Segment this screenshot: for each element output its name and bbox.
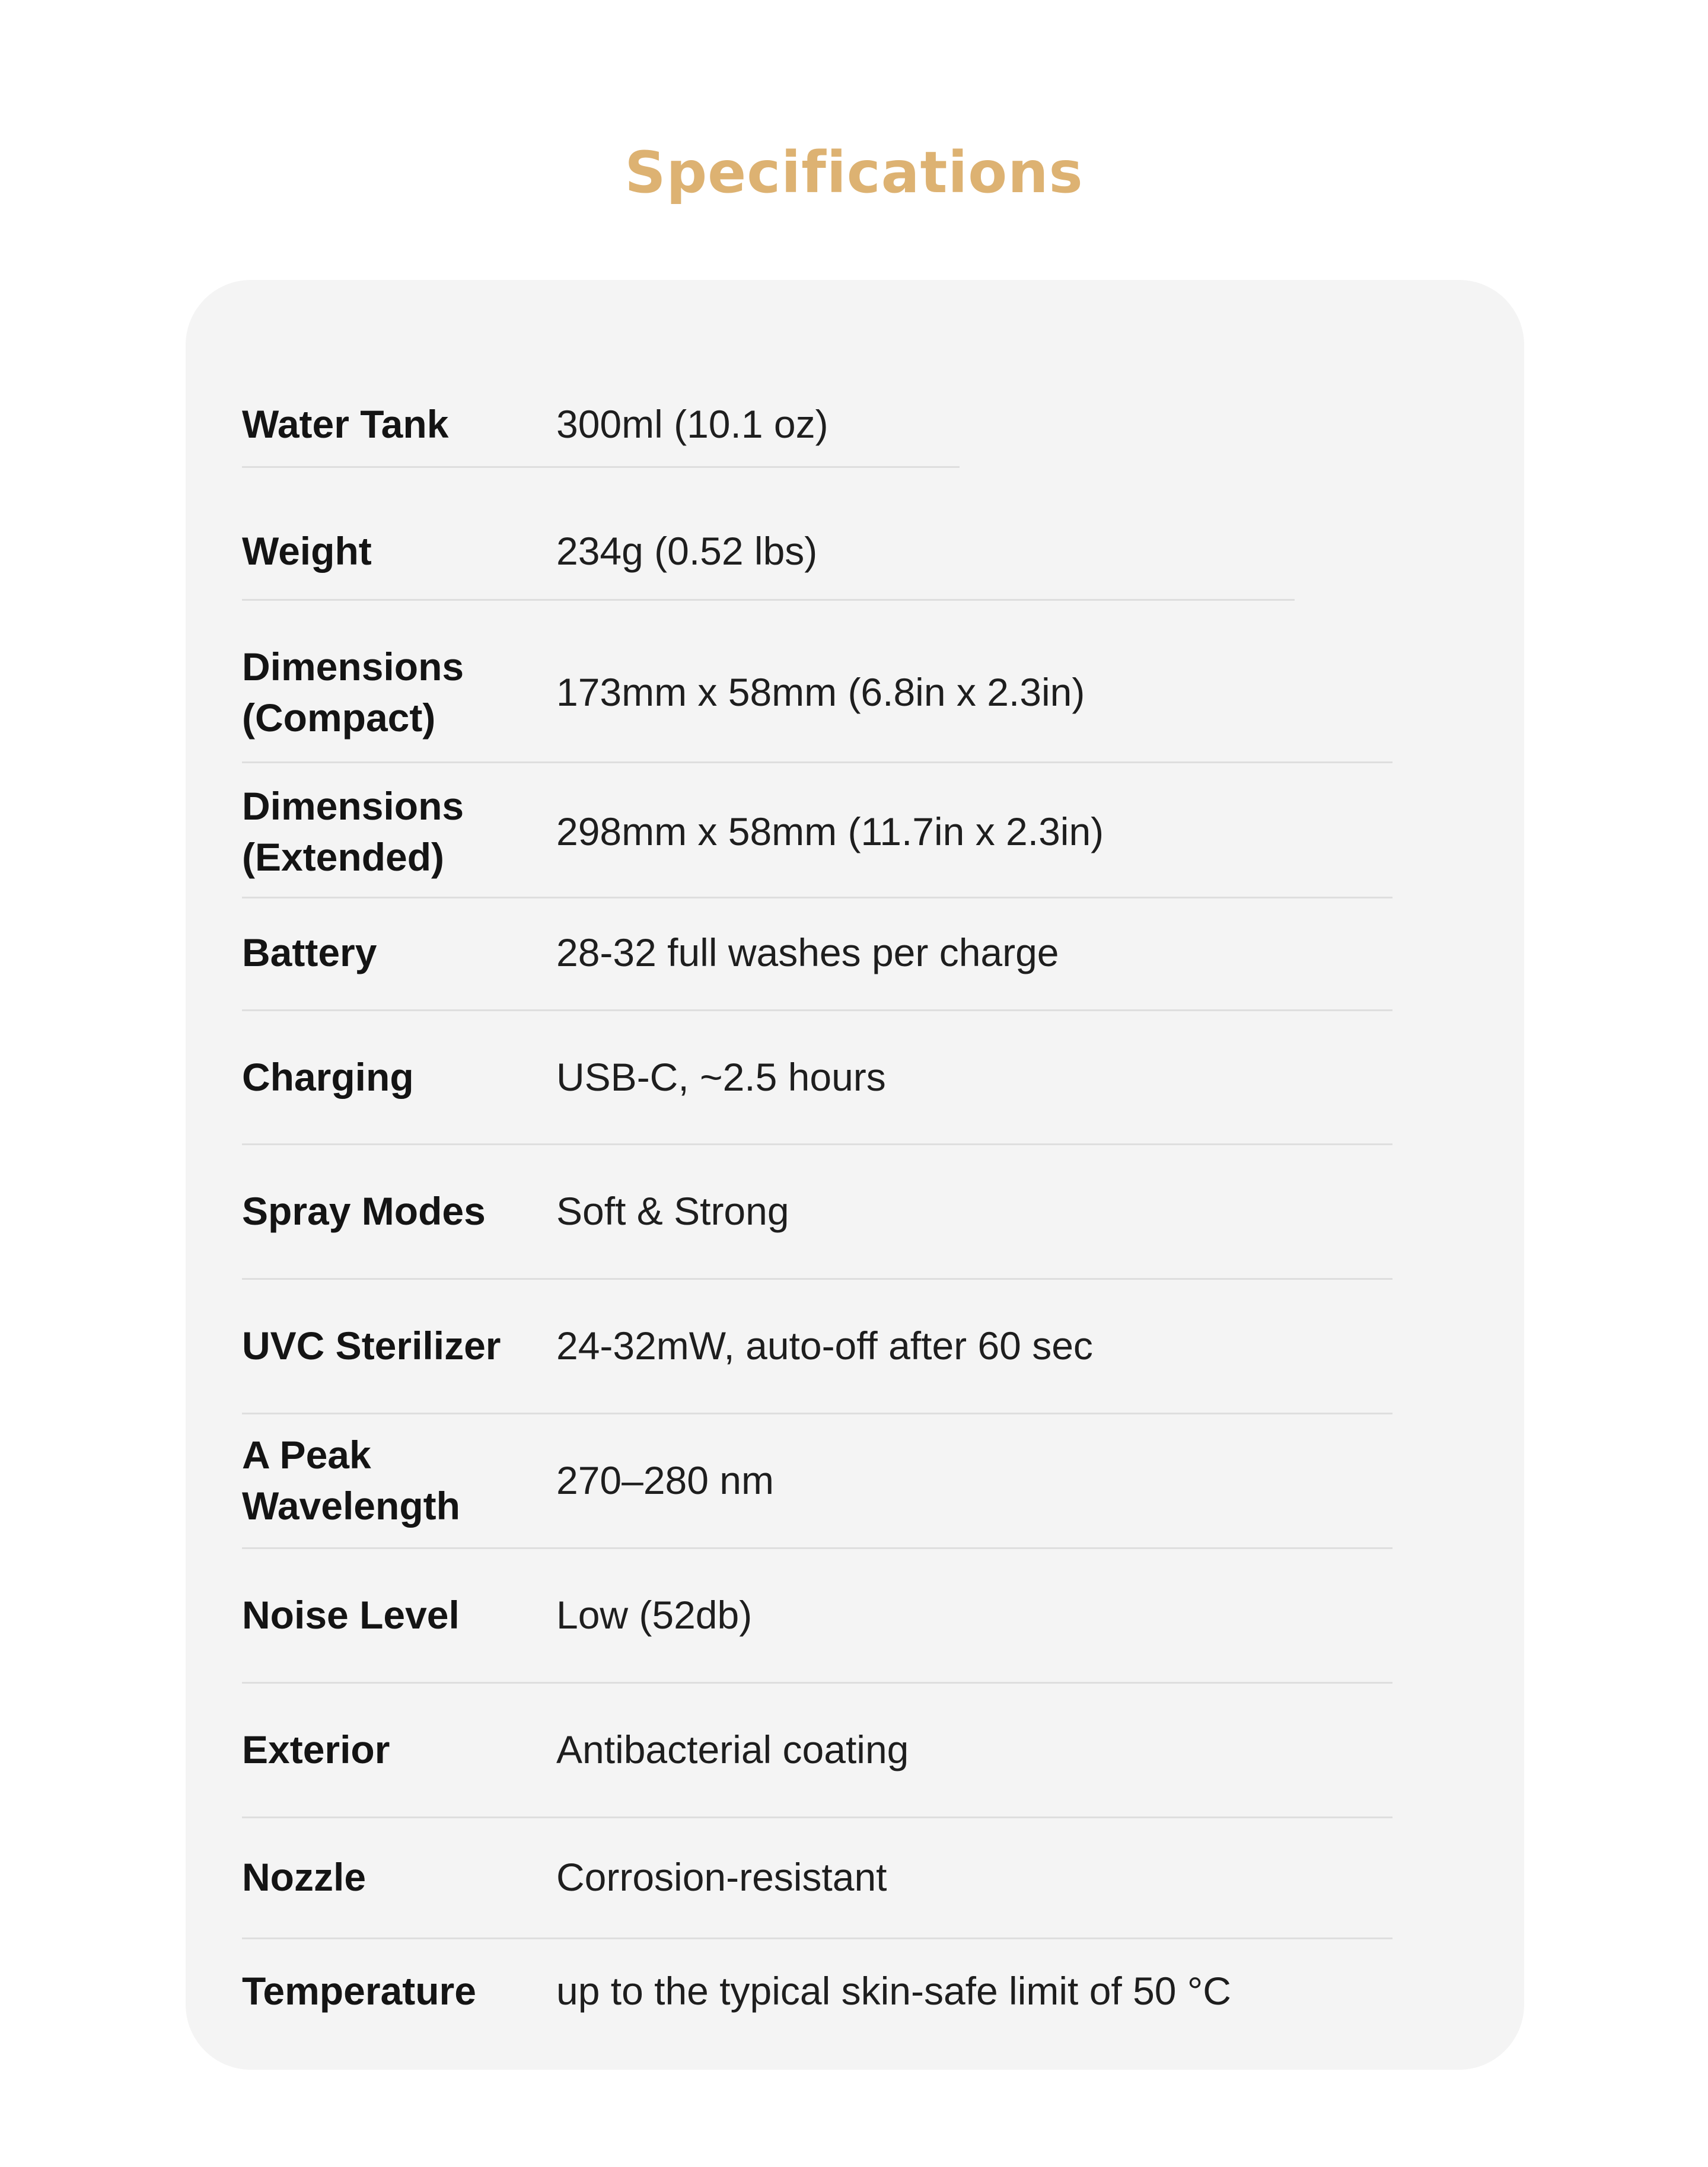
spec-row-dimensions-compact xyxy=(242,623,1085,761)
spec-row-charging xyxy=(242,1009,886,1144)
spec-label: Exterior xyxy=(242,1727,390,1771)
spec-value: USB-C, ~2.5 hours xyxy=(556,1054,886,1099)
spec-label: A Peak Wavelength xyxy=(242,1432,460,1528)
spec-row-weight xyxy=(242,508,817,594)
spec-row-temperature xyxy=(242,1937,1231,2044)
spec-value: up to the typical skin-safe limit of 50 °C xyxy=(556,1969,1231,2013)
spec-label: Spray Modes xyxy=(242,1188,486,1233)
spec-value: Corrosion-resistant xyxy=(556,1855,887,1899)
specifications-card xyxy=(186,280,1524,2070)
spec-row-noise-level xyxy=(242,1547,752,1682)
spec-row-exterior xyxy=(242,1682,909,1817)
spec-value: Antibacterial coating xyxy=(556,1727,909,1771)
spec-row-peak-wavelength xyxy=(242,1413,774,1547)
spec-row-spray-modes xyxy=(242,1143,789,1278)
page-title: Specifications xyxy=(624,139,1084,206)
spec-value: Low (52db) xyxy=(556,1592,753,1637)
spec-row-battery xyxy=(242,898,1059,1007)
spec-label: Water Tank xyxy=(242,402,449,446)
spec-label: Noise Level xyxy=(242,1592,460,1637)
spec-row-dimensions-extended xyxy=(242,765,1104,898)
spec-value: 234g (0.52 lbs) xyxy=(556,529,818,573)
row-divider xyxy=(242,761,1392,763)
spec-value: 173mm x 58mm (6.8in x 2.3in) xyxy=(556,670,1085,714)
spec-label: Weight xyxy=(242,529,372,573)
spec-label: Temperature xyxy=(242,1969,476,2013)
spec-value: 28-32 full washes per charge xyxy=(556,930,1059,974)
spec-label: UVC Sterilizer xyxy=(242,1323,501,1368)
spec-row-water-tank xyxy=(242,381,828,467)
row-divider xyxy=(242,599,1295,601)
spec-row-uvc-sterilizer xyxy=(242,1278,1093,1413)
spec-value: 300ml (10.1 oz) xyxy=(556,402,828,446)
spec-value: 298mm x 58mm (11.7in x 2.3in) xyxy=(556,810,1104,853)
row-divider xyxy=(242,466,960,468)
spec-label: Charging xyxy=(242,1054,414,1099)
spec-label: Battery xyxy=(242,930,377,974)
spec-label: Dimensions (Compact) xyxy=(242,645,464,740)
spec-label: Dimensions (Extended) xyxy=(242,784,464,879)
spec-value: Soft & Strong xyxy=(556,1188,789,1233)
spec-row-nozzle xyxy=(242,1817,887,1937)
spec-value: 270–280 nm xyxy=(556,1458,774,1502)
spec-label: Nozzle xyxy=(242,1855,367,1899)
spec-value: 24-32mW, auto-off after 60 sec xyxy=(556,1323,1093,1368)
